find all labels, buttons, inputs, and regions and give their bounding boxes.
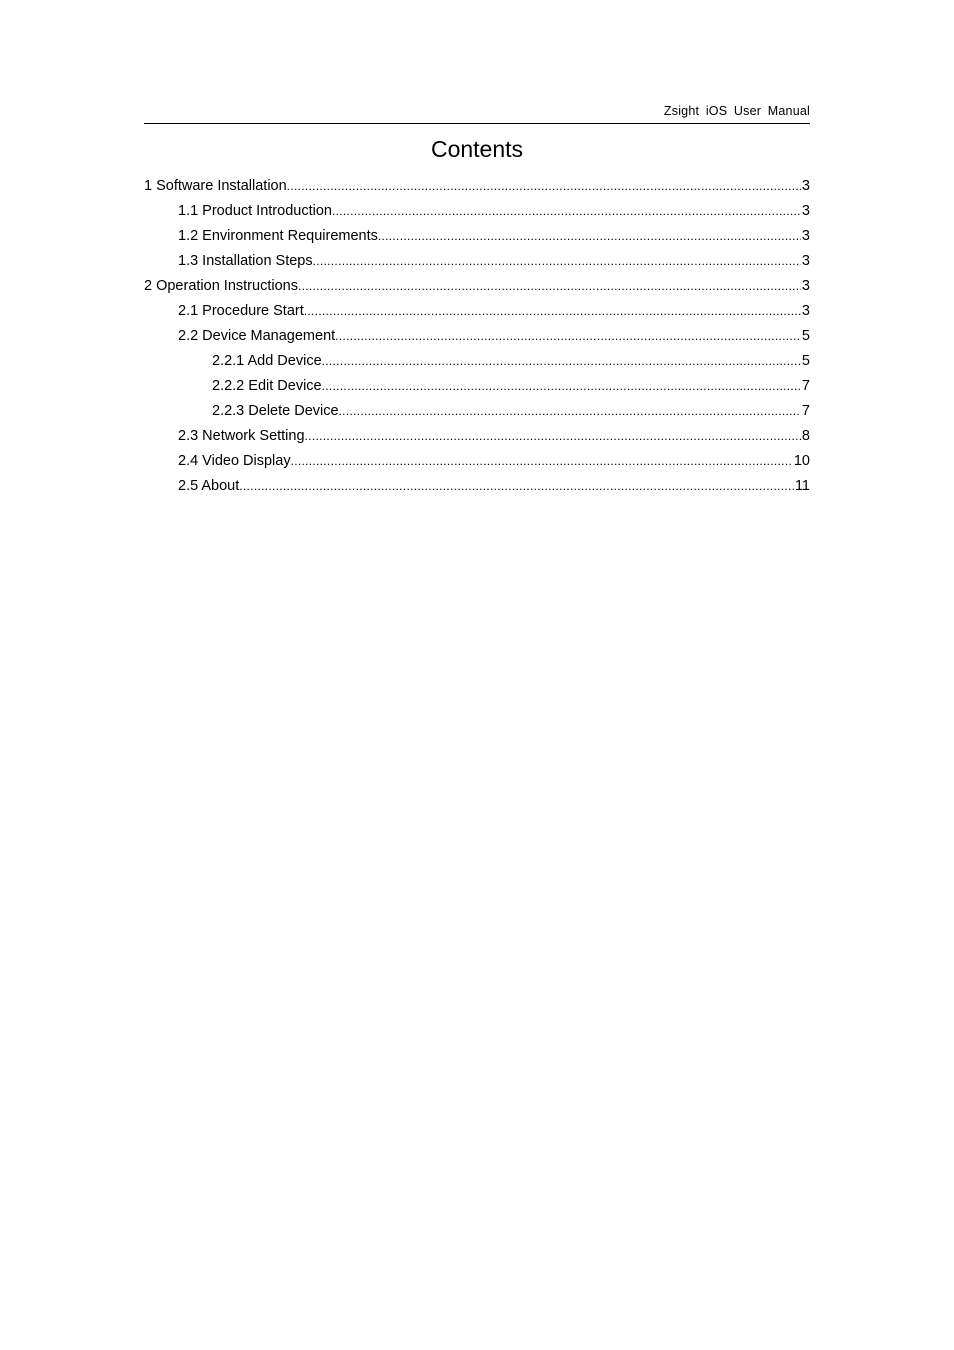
toc-dot-leader [305,426,801,447]
toc-page-number: 3 [801,228,810,244]
toc-dot-leader [304,301,801,322]
toc-page-number: 3 [801,303,810,319]
toc-entry[interactable] [144,476,810,501]
toc-dot-leader [339,401,801,422]
toc-entry-label: 2.1 Procedure Start [178,303,304,319]
toc-page-number: 5 [801,328,810,344]
toc-entry[interactable] [144,401,810,426]
toc-entry-label: 2.2.3 Delete Device [212,403,339,419]
toc-page-number: 10 [793,453,810,469]
toc-dot-leader [322,376,801,397]
toc-page-number: 11 [794,478,810,494]
toc-page-number: 3 [801,203,810,219]
header-divider [144,123,810,124]
toc-entry[interactable] [144,176,810,201]
toc-page-number: 5 [801,353,810,369]
toc-dot-leader [332,201,801,222]
toc-page-number: 8 [801,428,810,444]
page-title: Contents [430,136,524,162]
toc-page-number: 3 [801,178,810,194]
toc-entry[interactable] [144,351,810,376]
toc-dot-leader [239,476,794,497]
toc-entry[interactable] [144,301,810,326]
toc-entry[interactable] [144,201,810,226]
toc-dot-leader [287,176,801,197]
toc-entry-label: 1.1 Product Introduction [178,203,332,219]
toc-entry[interactable] [144,226,810,251]
toc-entry-label: 2.2.1 Add Device [212,353,322,369]
toc-dot-leader [291,451,793,472]
table-of-contents [144,176,810,501]
toc-entry[interactable] [144,426,810,451]
toc-entry-label: 2.3 Network Setting [178,428,305,444]
toc-entry-label: 2.2.2 Edit Device [212,378,322,394]
toc-dot-leader [322,351,801,372]
toc-page-number: 3 [801,278,810,294]
toc-entry[interactable] [144,376,810,401]
toc-entry-label: 2 Operation Instructions [144,278,298,294]
toc-page-number: 7 [801,378,810,394]
toc-entry[interactable] [144,326,810,351]
toc-entry-label: 1.2 Environment Requirements [178,228,378,244]
toc-entry-label: 2.4 Video Display [178,453,291,469]
running-header: Zsight iOS User Manual [663,104,810,118]
toc-entry-label: 2.2 Device Management [178,328,336,344]
toc-page-number: 3 [801,253,810,269]
toc-entry-label: 2.5 About [178,478,240,494]
toc-dot-leader [378,226,801,247]
toc-entry[interactable] [144,276,810,301]
toc-entry-label: 1 Software Installation [144,178,287,194]
toc-entry-label: 1.3 Installation Steps [178,253,313,269]
toc-entry[interactable] [144,251,810,276]
toc-dot-leader [335,326,801,347]
toc-dot-leader [313,251,801,272]
toc-entry[interactable] [144,451,810,476]
toc-page-number: 7 [801,403,810,419]
toc-dot-leader [298,276,801,297]
